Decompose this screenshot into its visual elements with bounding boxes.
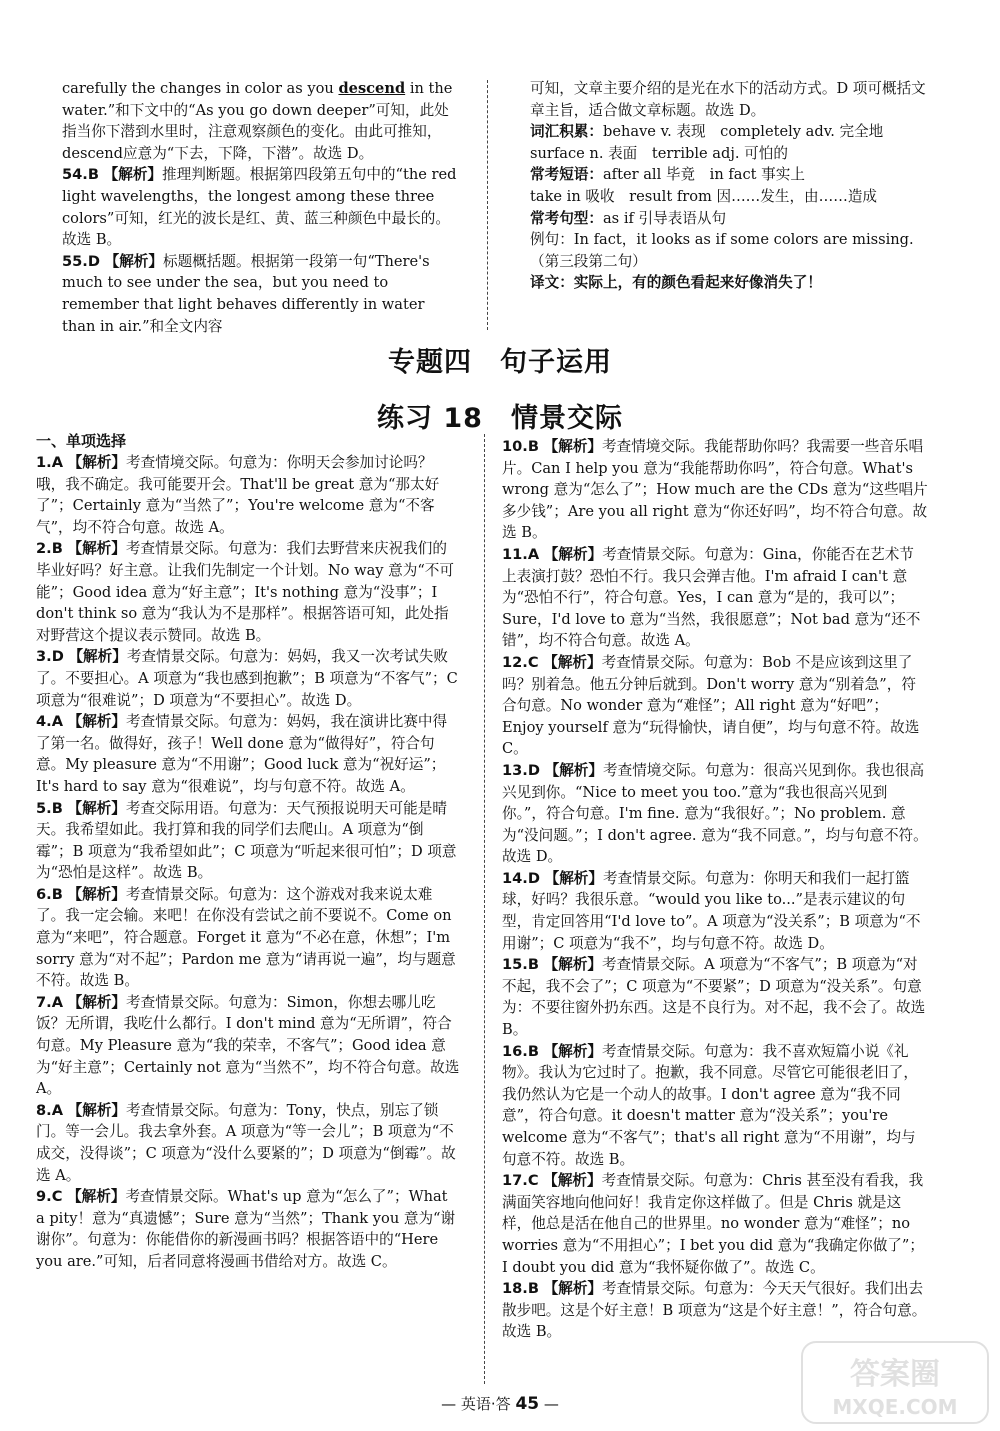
- pattern-label: 常考句型：: [530, 209, 603, 227]
- answer-number: 15.B: [502, 956, 539, 974]
- analysis-tag: 【解析】: [67, 713, 127, 731]
- pattern-section: [530, 208, 940, 230]
- answer-number: 16.B: [502, 1042, 539, 1060]
- analysis-tag: 【解析】: [67, 1188, 126, 1206]
- analysis-tag: 【解析】: [104, 252, 163, 270]
- analysis-tag: 【解析】: [544, 761, 603, 779]
- answer-number: 3.D: [36, 648, 64, 666]
- answer-item: [36, 452, 460, 538]
- analysis-tag: 【解析】: [543, 545, 603, 563]
- analysis-text: 考查情景交际。句意为：Simon，你想去哪儿吃饭？无所谓，我吃什么都行。I don't mind 意为“无所谓”，符合句意。My Pleasure 意为“我的荣幸，不客气”；Good idea 意为“好主意”；Certainly not 意为“当然不”，均不符合句意。故选 A。: [36, 993, 460, 1098]
- analysis-text: 标题概括题。根据第一段第一句“There's much to see under the sea，but you need to remember that light behaves differently in water than in air.”和全文内容: [62, 252, 430, 335]
- answer-item: [36, 1100, 460, 1186]
- analysis-text: 考查情景交际。句意为：妈妈，我又一次考试失败了。不要担心。A 项意为“我也感到抱歉”；B 项意为“不客气”；C 项意为“很难说”；D 项意为“不要担心”。故选 D。: [36, 648, 458, 709]
- answer-item: [36, 992, 460, 1100]
- answer-item: [502, 652, 928, 760]
- answer-number: 7.A: [36, 993, 63, 1011]
- analysis-tag: 【解析】: [67, 1101, 127, 1119]
- answer-item: [36, 538, 460, 646]
- vocab-line: behave v. 表现 completely adv. 完全地: [602, 123, 884, 141]
- analysis-tag: 【解析】: [544, 869, 603, 887]
- answer-number: 8.A: [36, 1101, 63, 1119]
- analysis-text: 考查情景交际。句意为：这个游戏对我来说太难了。我一定会输。来吧！在你没有尝试之前不要说不。Come on 意为“来吧”，符合题意。Forget it 意为“不必在意，休想”；I'm sorry 意为“对不起”；Pardon me 意为“请再说一遍”，均与题意不符。故选 B。: [36, 885, 456, 990]
- q54-item: [62, 164, 462, 250]
- footer-dash: —: [543, 1395, 559, 1413]
- vocab-line: surface n. 表面 terrible adj. 可怕的: [530, 144, 788, 162]
- analysis-tag: 【解析】: [67, 540, 126, 558]
- analysis-tag: 【解析】: [543, 1042, 603, 1060]
- svg-text:MXQE.COM: MXQE.COM: [832, 1395, 958, 1419]
- answer-number: 2.B: [36, 540, 63, 558]
- answer-number: 1.A: [36, 454, 63, 471]
- answer-number: 4.A: [36, 713, 63, 731]
- footer-subject: 英语·答: [460, 1395, 511, 1413]
- translation-text: 实际上，有的颜色看起来好像消失了！: [573, 274, 822, 292]
- analysis-text: 推理判断题。根据第四段第五句中的“the red light wavelengths，the longest among these three colors”可知，红光的波长是红、黄、蓝三种颜色中最长的。故选 B。: [62, 166, 457, 249]
- answer-number: 18.B: [502, 1280, 539, 1298]
- analysis-text: 考查交际用语。句意为：天气预报说明天可能是晴天。我希望如此。我打算和我的同学们去爬山。A 项意为“倒霉”；B 项意为“我希望如此”；C 项意为“听起来很可怕”；D 项意为“恐怕是这样”。故选 B。: [36, 799, 457, 882]
- answer-number: 17.C: [502, 1172, 539, 1190]
- pattern-line: as if 引导表语从句: [602, 209, 727, 227]
- vocab-section: [530, 121, 940, 143]
- answer-number: 55.D: [62, 252, 100, 270]
- column-divider: [484, 434, 485, 1384]
- analysis-tag: 【解析】: [543, 1172, 602, 1190]
- analysis-text: 考查情景交际。What's up 意为“怎么了”；What a pity！意为“真遗憾”；Sure 意为“当然”；Thank you 意为“谢谢你”。句意为：你能借你的新漫画书吗？根据答语中的“Here you are.”可知，后者同意将漫画书借给对方。故选 C。: [36, 1188, 456, 1270]
- analysis-tag: 【解析】: [67, 799, 126, 817]
- analysis-tag: 【解析】: [68, 648, 127, 666]
- answer-item: [36, 646, 460, 711]
- analysis-text: 考查情景交际。句意为：我们去野营来庆祝我们的毕业好吗？好主意。让我们先制定一个计划。No way 意为“不可能”；Good idea 意为“好主意”；It's nothing 意为“没事”；I don't think so 意为“我认为不是那样”。根据答语可知，此处指对野营这个提议表示赞同。故选 B。: [36, 540, 454, 644]
- analysis-tag: 【解析】: [543, 438, 603, 455]
- answer-number: 9.C: [36, 1188, 63, 1206]
- analysis-text: 考查情景交际。A 项意为“不客气”；B 项意为“对不起，我不会了”；C 项意为“不要紧”；D 项意为“没关系”。句意为：不要往窗外扔东西。这是不良行为。对不起，我不会了。故选 B。: [502, 956, 926, 1039]
- analysis-text: 考查情景交际。句意为：妈妈，我在演讲比赛中得了第一名。做得好，孩子！Well done 意为“做得好”，符合句意。My pleasure 意为“不用谢”；Good luck 意为“祝好运”；It's hard to say 意为“很难说”，均与句意不符。故选 A。: [36, 713, 448, 795]
- answer-number: 54.B: [62, 166, 99, 184]
- example-label: 例句：: [530, 231, 574, 249]
- analysis-tag: 【解析】: [67, 454, 127, 471]
- answer-number: 10.B: [502, 438, 539, 455]
- page-number: 45: [515, 1394, 540, 1414]
- q55-continuation: 可知，文章主要介绍的是光在水下的活动方式。D 项可概括文章主旨，适合做文章标题。故选 D。: [530, 80, 926, 119]
- answer-item: [502, 1278, 928, 1343]
- answer-item: [502, 1041, 928, 1171]
- watermark-logo: [800, 1340, 990, 1425]
- analysis-tag: 【解析】: [543, 653, 602, 671]
- intro-rest-text: in the water.”和下文中的“As you go down deeper”可知，此处指当你下潜到水里时，注意观察颜色的变化。由此可推知，descend应意为“下去，下降，下潜”。故选 D。: [62, 80, 453, 162]
- analysis-tag: 【解析】: [67, 993, 127, 1011]
- right-answer-column: [502, 436, 928, 1343]
- answer-item: [36, 884, 460, 992]
- analysis-text: 考查情景交际。句意为：今天天气很好。我们出去散步吧。这是个好主意！B 项意为“这是个好主意！”，符合句意。故选 B。: [502, 1280, 927, 1341]
- phrase-section: [530, 164, 940, 186]
- column-divider: [487, 80, 488, 330]
- q55-item: [62, 251, 462, 337]
- top-left-column: [62, 78, 462, 337]
- analysis-text: 考查情景交际。句意为：Bob 不是应该到这里了吗？别着急。他五分钟后就到。Don't worry 意为“别着急”，符合句意。No wonder 意为“难怪”；All right 意为“好吧”；Enjoy yourself 意为“玩得愉快，请自便”，均与句意不符。故选 C。: [502, 653, 920, 758]
- analysis-text: 考查情景交际。句意为：Tony，快点，别忘了锁门。等一会儿。我去拿外套。A 项意为“等一会儿”；B 项意为“不成交，没得谈”；C 项意为“没什么要紧的”；D 项意为“倒霉”。故选 A。: [36, 1101, 456, 1184]
- analysis-tag: 【解析】: [543, 1280, 603, 1298]
- analysis-text: 考查情景交际。句意为：我不喜欢短篇小说《礼物》。我认为它过时了。抱歉，我不同意。尽管它可能很老旧了，我仍然认为它是一个动人的故事。I don't agree 意为“我不同意”，符合句意。it doesn't matter 意为“没关系”；you're welcome 意为“不客气”；that's all right 意为“不用谢”，均与句意不符。故选 B。: [502, 1042, 918, 1168]
- translation-label: 译文：: [530, 274, 574, 292]
- answer-item: [502, 436, 928, 544]
- example-text: In fact，it looks as if some colors are missing.（第三段第二句）: [530, 231, 914, 270]
- analysis-text: 考查情景交际。句意为：Gina，你能否在艺术节上表演打鼓？恐怕不行。我只会弹吉他。I'm afraid I can't 意为“恐怕不行”，符合句意。Yes，I can 意为“是的，我可以”；Sure，I'd love to 意为“当然，我很愿意”；Not bad 意为“还不错”，均不符合句意。故选 A。: [502, 545, 921, 650]
- section-heading: 一、单项选择: [36, 432, 127, 450]
- vocab-label: 词汇积累：: [530, 123, 603, 141]
- analysis-tag: 【解析】: [67, 885, 126, 903]
- analysis-tag: 【解析】: [543, 956, 603, 974]
- analysis-text: 考查情境交际。我能帮助你吗？我需要一些音乐唱片。Can I help you 意为“我能帮助你吗”，符合句意。What's wrong 意为“怎么了”；How much are the CDs 意为“这些唱片多少钱”；Are you all right 意为“你还好吗”，均不符合句意。故选 B。: [502, 438, 928, 542]
- answer-item: [502, 1170, 928, 1278]
- q53-continuation: [62, 78, 462, 164]
- answer-item: [502, 544, 928, 652]
- analysis-text: 考查情境交际。句意为：很高兴见到你。我也很高兴见到你。“Nice to meet you too.”意为“我也很高兴见到你。”，符合句意。I'm fine. 意为“我很好。”；No problem. 意为“没问题。”；I don't agree. 意为“我不同意。”，均与句意不符。故选 D。: [502, 761, 928, 866]
- answer-number: 14.D: [502, 869, 540, 887]
- analysis-text: 考查情景交际。句意为：Chris 甚至没有看我，我满面笑容地向他问好！我肯定你这样做了。但是 Chris 就是这样，他总是活在他自己的世界里。no wonder 意为“难怪”；no worries 意为“不用担心”；I bet you did 意为“我确定你做了”；I doubt you did 意为“我怀疑你做了”。故选 C。: [502, 1172, 924, 1276]
- analysis-tag: 【解析】: [103, 166, 163, 184]
- answer-item: [36, 711, 460, 797]
- top-right-column: [530, 78, 940, 294]
- exercise-title: 练习 18 情景交际: [377, 403, 623, 434]
- answer-number: 5.B: [36, 799, 63, 817]
- answer-item: [36, 1186, 460, 1272]
- keyword-descend: descend: [338, 80, 406, 97]
- answer-number: 13.D: [502, 761, 540, 779]
- svg-text:答案圈: 答案圈: [850, 1357, 940, 1392]
- topic-title: 专题四 句子运用: [388, 347, 612, 378]
- answer-item: [502, 868, 928, 954]
- translation-section: [530, 272, 940, 294]
- phrase-line: after all 毕竟 in fact 事实上: [602, 166, 805, 184]
- analysis-text: 考查情境交际。句意为：你明天会参加讨论吗？哦，我不确定。我可能要开会。That'll be great 意为“那太好了”；Certainly 意为“当然了”；You're welcome 意为“不客气”，均不符合句意。故选 A。: [36, 454, 440, 536]
- phrase-label: 常考短语：: [530, 166, 603, 184]
- intro-text: carefully the changes in color as you: [62, 80, 334, 97]
- answer-number: 12.C: [502, 653, 539, 671]
- footer-dash: —: [441, 1395, 457, 1413]
- phrase-line: take in 吸收 result from 因……发生，由……造成: [530, 187, 878, 205]
- analysis-text: 考查情景交际。句意为：你明天和我们一起打篮球，好吗？我很乐意。“would you like to...”是表示建议的句型，肯定回答用“I'd love to”。A 项意为“没关系”；B 项意为“不用谢”；C 项意为“我不”，均与句意不符。故选 D。: [502, 869, 921, 952]
- left-answer-column: [36, 452, 460, 1273]
- answer-item: [502, 954, 928, 1040]
- answer-number: 11.A: [502, 545, 540, 563]
- answer-item: [36, 798, 460, 884]
- answer-item: [502, 760, 928, 868]
- example-section: [530, 229, 940, 272]
- answer-number: 6.B: [36, 885, 63, 903]
